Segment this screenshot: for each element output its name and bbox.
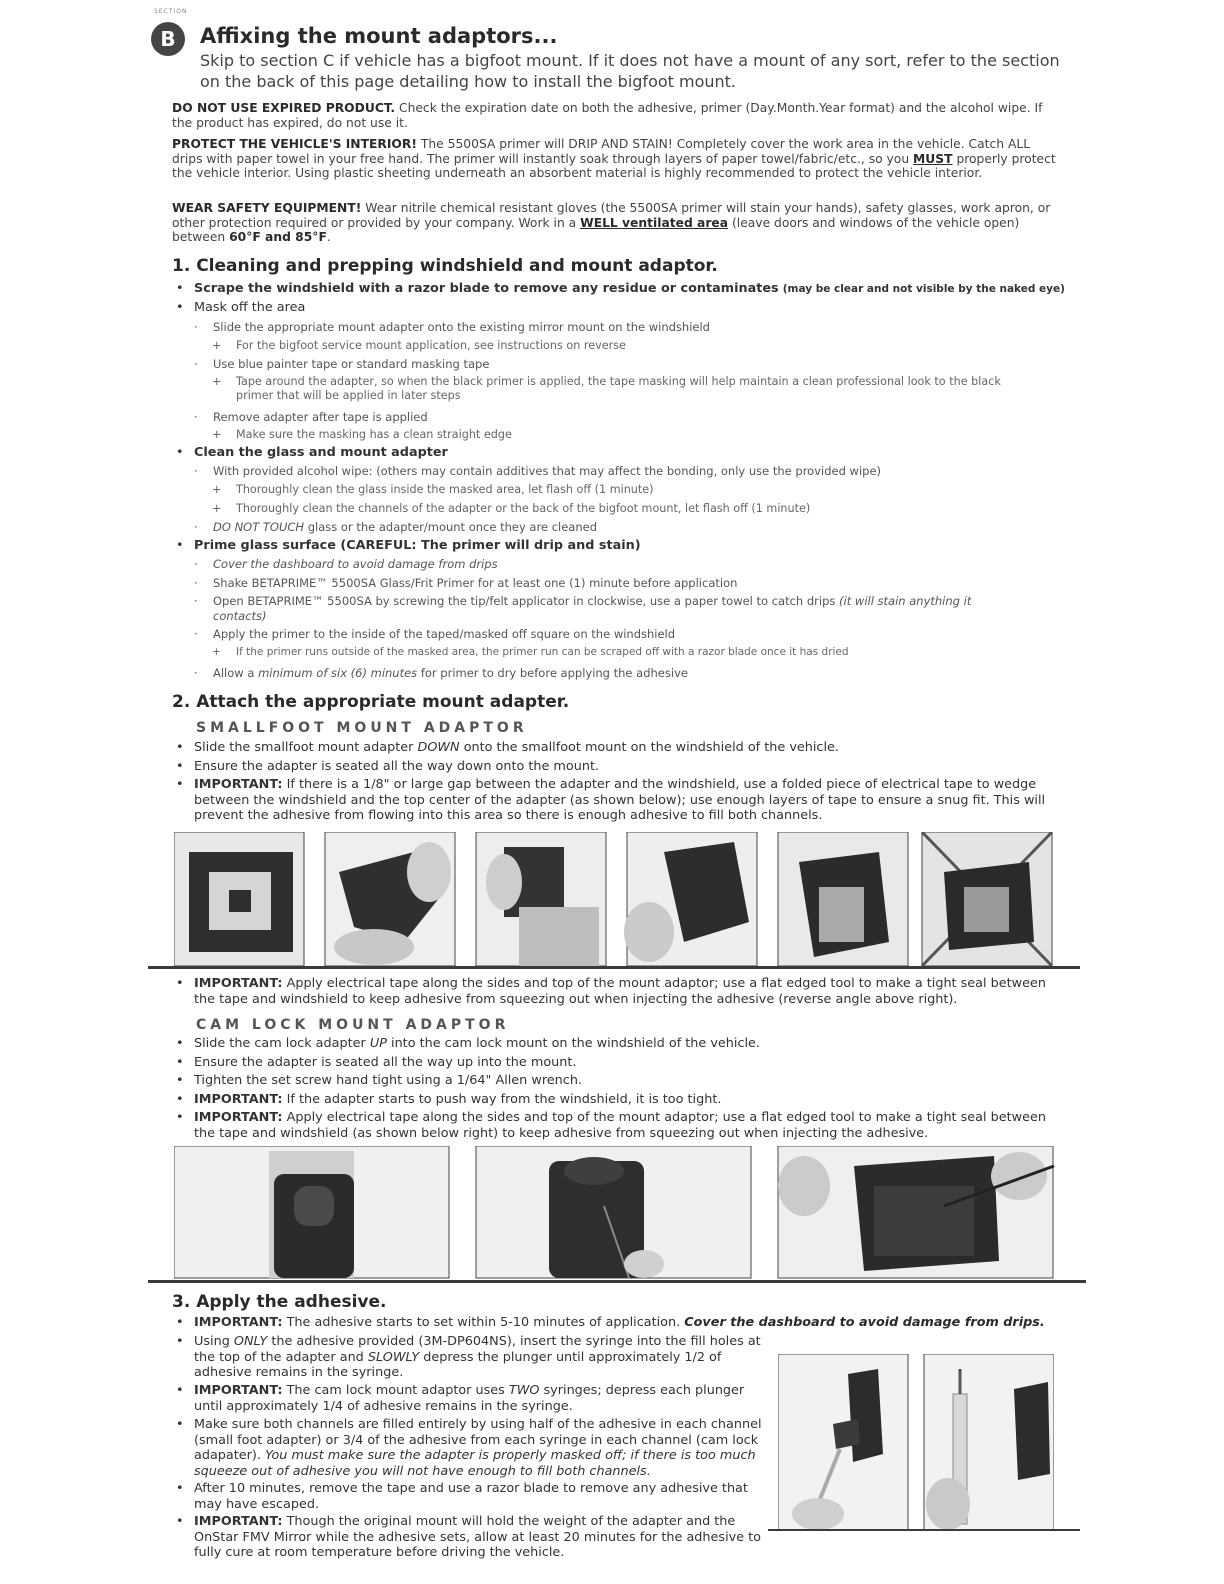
list-item: · Shake BETAPRIME™ 5500SA Glass/Frit Primer for at least one (1) minute before application [194, 576, 738, 590]
list-item: · Use blue painter tape or standard masking tape [194, 357, 490, 371]
list-item: · Slide the appropriate mount adapter onto the existing mirror mount on the windshield [194, 320, 710, 334]
list-item: + Thoroughly clean the glass inside the masked area, let flash off (1 minute) [212, 483, 654, 496]
warning-protect: PROTECT THE VEHICLE'S INTERIOR! The 5500SA primer will DRIP AND STAIN! Completely cover the work area in the vehicle. Catch ALL drips with paper towel in your free hand. The primer will instantly soak through layers of paper towel/fabric/etc., so you MUST properly protect the vehicle interior. Using plastic sheeting underneath an absorbent material is highly recommended to protect the vehicle interior. [172, 137, 1056, 181]
list-item: · Open BETAPRIME™ 5500SA by screwing the tip/felt applicator in clockwise, use a paper towel to catch drips (it will stain anything it contacts) [194, 594, 972, 623]
list-item: + If the primer runs outside of the masked area, the primer run can be scraped off with a razor blade once it has dried [212, 646, 849, 658]
intro-text: Skip to section C if vehicle has a bigfoot mount. If it does not have a mount of any sort, refer to the section on the back of this page detailing how to install the bigfoot mount. [200, 51, 1060, 91]
list-item: • Slide the cam lock adapter UP into the cam lock mount on the windshield of the vehicle. [176, 1036, 760, 1051]
list-item: · Cover the dashboard to avoid damage from drips [194, 557, 498, 571]
list-item: • Ensure the adapter is seated all the way down onto the mount. [176, 759, 600, 774]
list-item: + Make sure the masking has a clean straight edge [212, 428, 512, 441]
list-item: · DO NOT TOUCH glass or the adapter/mount once they are cleaned [194, 520, 597, 534]
smallfoot-photo-1 [174, 832, 304, 966]
smallfoot-subheading: SMALLFOOT MOUNT ADAPTOR [196, 720, 528, 736]
smallfoot-photo-2 [325, 832, 455, 966]
smallfoot-photo-6 [922, 832, 1052, 966]
list-item: • Mask off the area [176, 300, 306, 315]
list-item: • IMPORTANT: If there is a 1/8" or large gap between the adapter and the windshield, use a folded piece of electrical tape to wedge between the windshield and the top center of the adapter (as shown below); use enough layers of tape to ensure a snug fit. This will prevent the adhesive from flowing into this area so there is enough adhesive to fill both channels. [176, 777, 1046, 823]
list-item: • Ensure the adapter is seated all the way up into the mount. [176, 1055, 577, 1070]
warning-safety: WEAR SAFETY EQUIPMENT! Wear nitrile chemical resistant gloves (the 5500SA primer will stain your hands), safety glasses, work apron, or other protection required or provided by your company. Work in a WELL ventilated area (leave doors and windows of the vehicle open) between 60°F and 85°F. [172, 201, 1051, 245]
list-item: • Tighten the set screw hand tight using a 1/64" Allen wrench. [176, 1073, 583, 1088]
divider [148, 966, 1080, 969]
list-item: · Allow a minimum of six (6) minutes for primer to dry before applying the adhesive [194, 666, 688, 680]
smallfoot-photo-strip [174, 832, 1054, 972]
divider [148, 1280, 1086, 1283]
list-item: • IMPORTANT: Apply electrical tape along the sides and top of the mount adaptor; use a flat edged tool to make a tight seal between the tape and windshield to keep adhesive from squeezing out when injecting the adhesive (reverse angle above right). [176, 976, 1046, 1007]
camlock-photo-2 [476, 1146, 751, 1278]
smallfoot-photo-3 [476, 832, 606, 966]
list-item: • Slide the smallfoot mount adapter DOWN onto the smallfoot mount on the windshield of the vehicle. [176, 740, 839, 755]
list-item: • IMPORTANT: The adhesive starts to set within 5-10 minutes of application. Cover the dashboard to avoid damage from drips. [176, 1315, 1045, 1330]
list-item: • IMPORTANT: Though the original mount will hold the weight of the adapter and the OnStar FMV Mirror while the adhesive sets, allow at least 20 minutes for the adhesive to fully cure at room temperature before driving the vehicle. [176, 1514, 761, 1560]
list-item: • Make sure both channels are filled entirely by using half of the adhesive in each channel (small foot adapter) or 3/4 of the adhesive from each syringe in each channel (cam lock adapater). You must make sure the adapter is properly masked off; if there is too much squeeze out of adhesive you will not have enough to fill both channels. [176, 1417, 762, 1479]
list-item: + For the bigfoot service mount application, see instructions on reverse [212, 339, 626, 352]
list-item: • IMPORTANT: Apply electrical tape along the sides and top of the mount adaptor; use a flat edged tool to make a tight seal between the tape and windshield (as shown below right) to keep adhesive from squeezing out when injecting the adhesive. [176, 1110, 1046, 1141]
list-item: • Scrape the windshield with a razor blade to remove any residue or contaminates (may be clear and not visible by the naked eye) [176, 281, 1065, 296]
list-item: • After 10 minutes, remove the tape and use a razor blade to remove any adhesive that may have escaped. [176, 1481, 748, 1512]
adhesive-photo-2 [924, 1354, 1054, 1530]
camlock-subheading: CAM LOCK MOUNT ADAPTOR [196, 1017, 510, 1033]
section-tag: SECTION [154, 8, 188, 15]
list-item: · Remove adapter after tape is applied [194, 410, 428, 424]
adhesive-photo-strip [778, 1354, 1054, 1538]
list-item: + Tape around the adapter, so when the black primer is applied, the tape masking will help maintain a clean professional look to the black primer that will be applied in later steps [212, 375, 1001, 402]
smallfoot-photo-4 [624, 832, 757, 966]
divider [768, 1529, 1080, 1531]
step1-heading: 1. Cleaning and prepping windshield and mount adaptor. [172, 256, 718, 276]
section-badge: B [151, 22, 185, 56]
list-item: · With provided alcohol wipe: (others may contain additives that may affect the bonding, only use the provided wipe) [194, 464, 882, 478]
page-title: Affixing the mount adaptors... [200, 24, 558, 48]
list-item: • IMPORTANT: The cam lock mount adaptor uses TWO syringes; depress each plunger until approximately 1/4 of adhesive remains in the syringe. [176, 1383, 745, 1414]
list-item: + Thoroughly clean the channels of the adapter or the back of the bigfoot mount, let flash off (1 minute) [212, 502, 811, 515]
list-item: · Apply the primer to the inside of the taped/masked off square on the windshield [194, 627, 676, 641]
list-item: • IMPORTANT: If the adapter starts to push way from the windshield, it is too tight. [176, 1092, 722, 1107]
list-item: • Prime glass surface (CAREFUL: The primer will drip and stain) [176, 538, 641, 553]
warning-expired: DO NOT USE EXPIRED PRODUCT. Check the expiration date on both the adhesive, primer (Day.Month.Year format) and the alcohol wipe. If the product has expired, do not use it. [172, 101, 1043, 130]
smallfoot-photo-5 [778, 832, 908, 966]
list-item: • Clean the glass and mount adapter [176, 445, 448, 460]
list-item: • Using ONLY the adhesive provided (3M-DP604NS), insert the syringe into the fill holes at the top of the adapter and SLOWLY depress the plunger until approximately 1/2 of adhesive remains in the syringe. [176, 1334, 761, 1380]
camlock-photo-3 [778, 1146, 1054, 1278]
camlock-photo-strip [174, 1146, 1056, 1284]
step2-heading: 2. Attach the appropriate mount adapter. [172, 692, 570, 712]
step3-heading: 3. Apply the adhesive. [172, 1292, 387, 1312]
adhesive-photo-1 [778, 1354, 908, 1530]
camlock-photo-1 [174, 1146, 449, 1278]
